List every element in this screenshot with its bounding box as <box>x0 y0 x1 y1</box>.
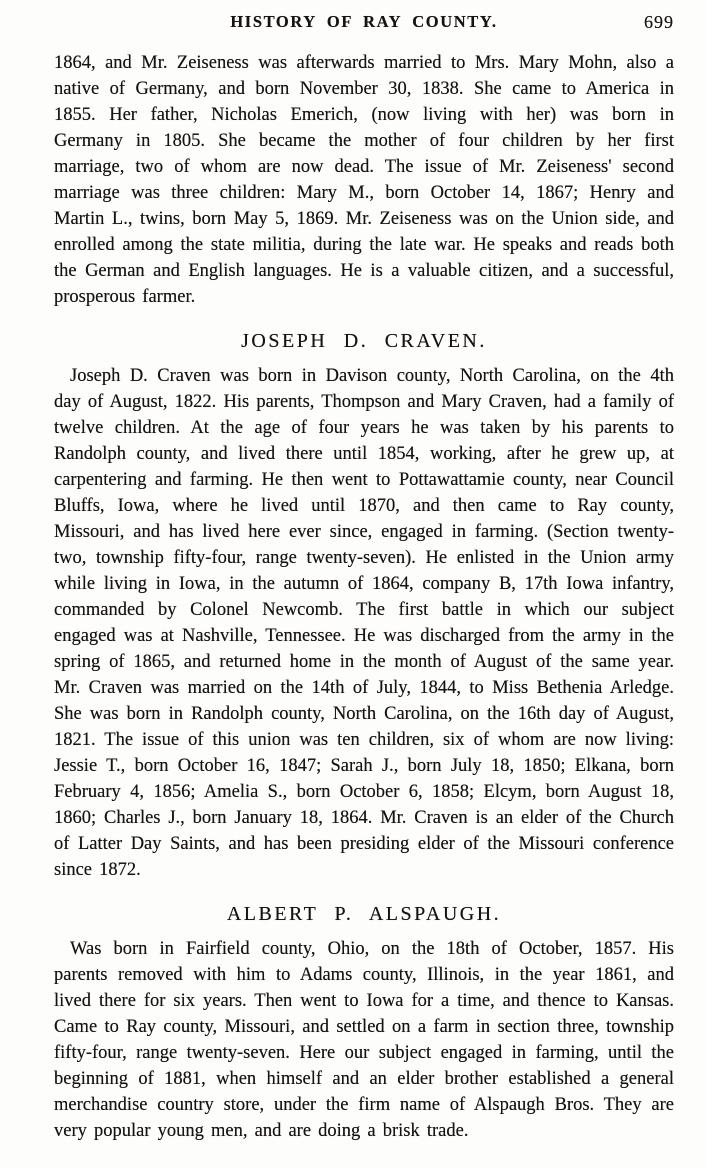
page-number: 699 <box>644 12 674 32</box>
paragraph-albert-p-alspaugh: Was born in Fairfield county, Ohio, on the 18th of October, 1857. His parents removed with him to Adams county, Illinois, in the year 1861, and lived there for six years. Then went to Iowa for a time, and thence to Kansas. Came to Ray county, Missouri, and settled on a farm in section three, township fifty-four, range twenty-seven. Here our subject engaged in farming, until the beginning of 1881, when himself and an elder brother established a general merchandise country store, under the firm name of Alspaugh Bros. They are very popular young men, and are doing a brisk trade. <box>54 939 674 1141</box>
section-heading-albert-p-alspaugh: ALBERT P. ALSPAUGH. <box>226 903 502 925</box>
page-body <box>54 50 674 1144</box>
page-header <box>54 12 674 36</box>
running-header: HISTORY OF RAY COUNTY. <box>230 12 498 31</box>
paragraph-zeiseness-continuation: 1864, and Mr. Zeiseness was afterwards married to Mrs. Mary Mohn, also a native of Germany, and born November 30, 1838. She came to America in 1855. Her father, Nicholas Emerich, (now living with her) was born in Germany in 1805. She became the mother of four children by her first marriage, two of whom are now dead. The issue of Mr. Zeiseness' second marriage was three children: Mary M., born October 14, 1867; Henry and Martin L., twins, born May 5, 1869. Mr. Zeiseness was on the Union side, and enrolled among the state militia, during the late war. He speaks and reads both the German and English languages. He is a valuable citizen, and a successful, prosperous farmer. <box>54 53 674 307</box>
section-heading-joseph-d-craven: JOSEPH D. CRAVEN. <box>241 330 487 352</box>
paragraph-joseph-d-craven: Joseph D. Craven was born in Davison county, North Carolina, on the 4th day of August, 1822. His parents, Thompson and Mary Craven, had a family of twelve children. At the age of four years he was taken by his parents to Randolph county, and lived there until 1854, working, after he grew up, at carpentering and farming. He then went to Pottawattamie county, near Council Bluffs, Iowa, where he lived until 1870, and then came to Ray county, Missouri, and has lived here ever since, engaged in farming. (Section twenty-two, township fifty-four, range twenty-seven). He enlisted in the Union army while living in Iowa, in the autumn of 1864, company B, 17th Iowa infantry, commanded by Colonel Newcomb. The first battle in which our subject engaged was at Nashville, Tennessee. He was discharged from the army in the spring of 1865, and returned home in the month of August of the same year. Mr. Craven was married on the 14th of July, 1844, to Miss Bethenia Arledge. She was born in Randolph county, North Carolina, on the 16th day of August, 1821. The issue of this union was ten children, six of whom are now living: Jessie T., born October 16, 1847; Sarah J., born July 18, 1850; Elkana, born February 4, 1856; Amelia S., born October 6, 1858; Elcym, born August 18, 1860; Charles J., born January 18, 1864. Mr. Craven is an elder of the Church of Latter Day Saints, and has been presiding elder of the Missouri conference since 1872. <box>54 366 674 880</box>
